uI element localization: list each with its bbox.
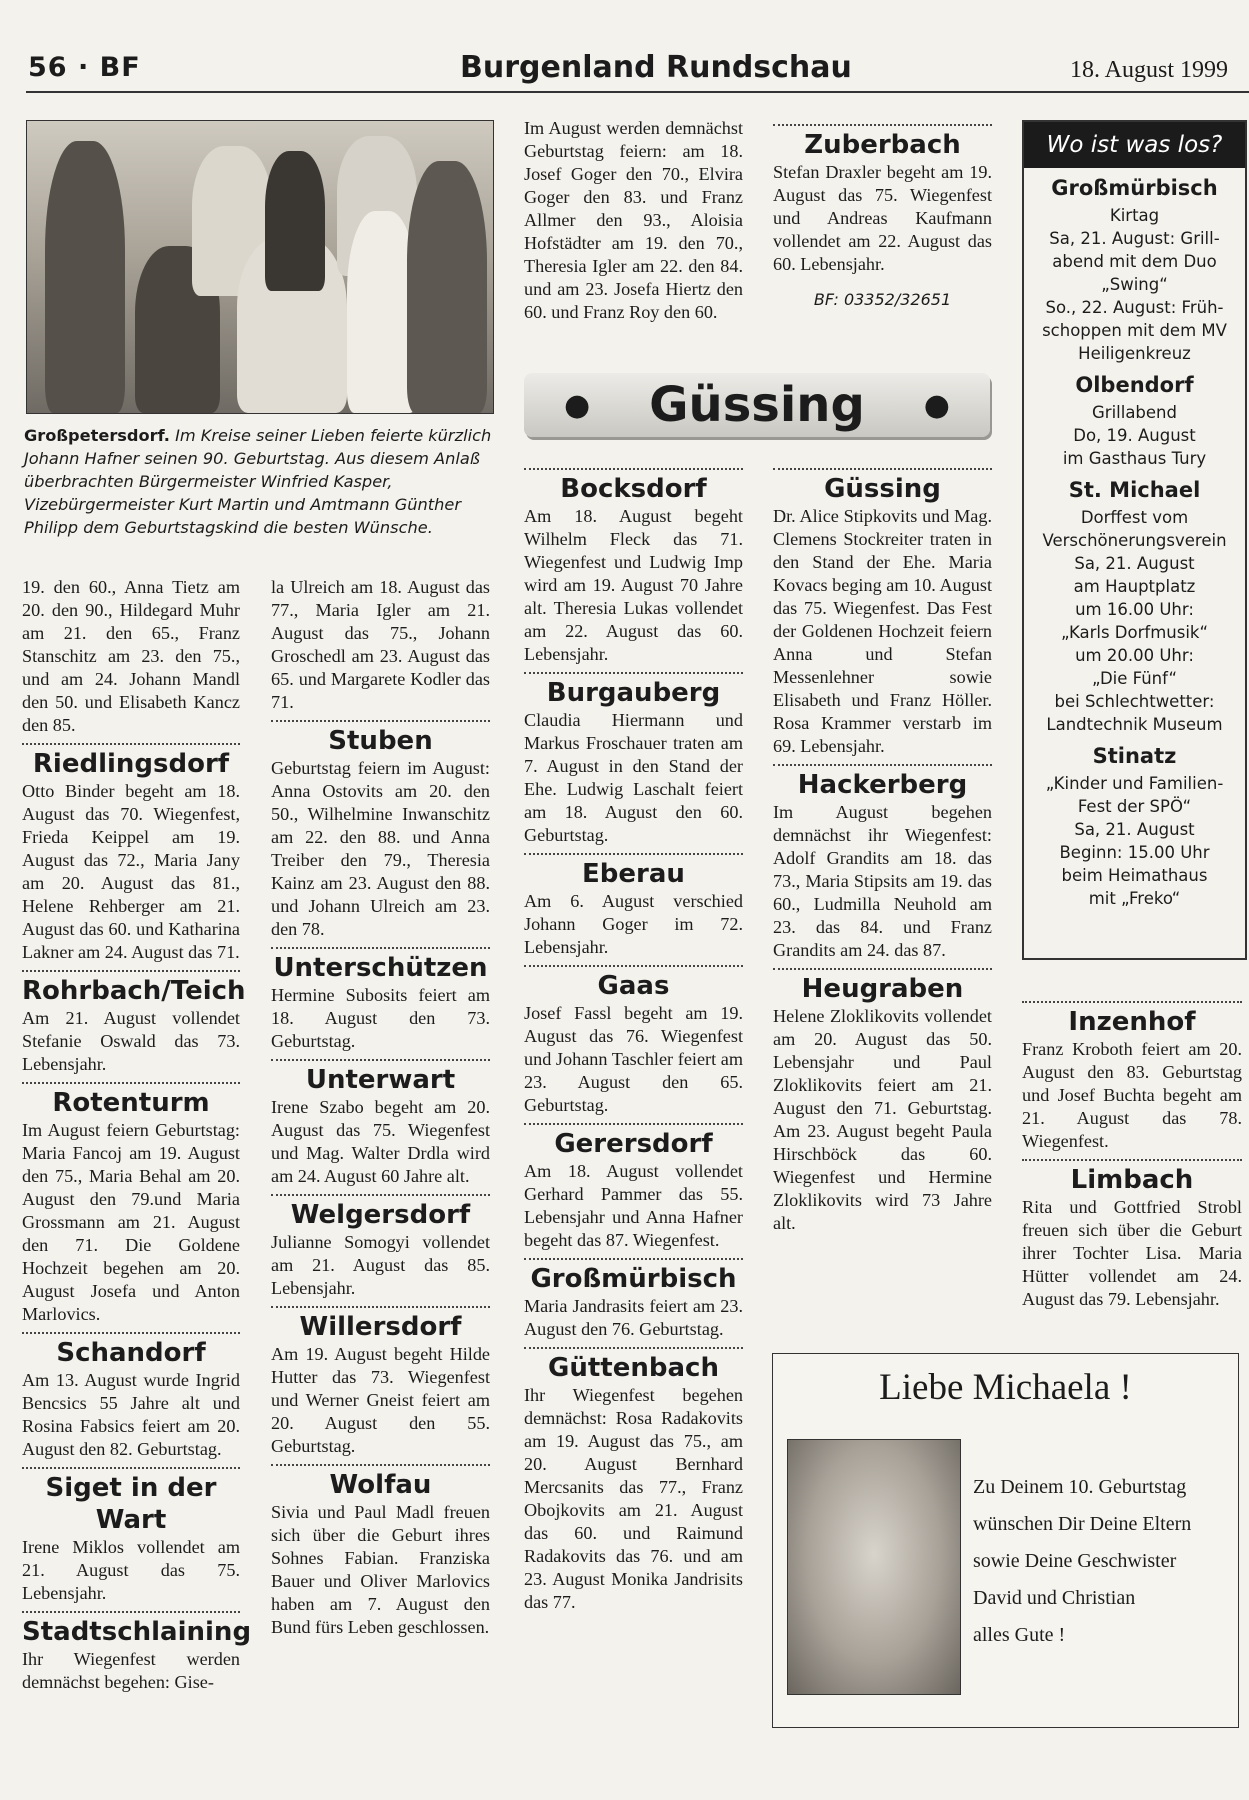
sidebar-section-title: Stinatz — [1092, 744, 1177, 768]
sidebar-section — [1024, 371, 1245, 470]
region-banner — [524, 373, 990, 437]
place-heading: Unterschützen — [271, 947, 490, 984]
ad-title: Liebe Michaela ! — [879, 1367, 1132, 1408]
place-heading: Welgersdorf — [271, 1194, 490, 1231]
article-text: Am 13. August wurde Ingrid Bencsics 55 Jahre alt und Rosina Fabsics feiert am 20. August den 82. Geburtstag. — [22, 1370, 240, 1459]
place-heading: Wolfau — [271, 1464, 490, 1501]
article-text: Dr. Alice Stipkovits und Mag. Clemens Stockreiter traten in den Stand der Ehe. Maria Kovacs beging am 10. August das 75. Wiegenfest. Das Fest der Goldenen Hochzeit feiern Anna und Stefan Messenlehner sowie Elisabeth und Franz Höller. Rosa Krammer verstarb im 69. Lebensjahr. — [773, 506, 992, 756]
place-heading: Siget in der Wart — [22, 1467, 240, 1536]
ad-message — [973, 1469, 1233, 1654]
article-text: Claudia Hiermann und Markus Froschauer traten am 7. August in den Stand der Ehe. Ludwig Laschalt feiert am 18. August den 60. Geburtstag. — [524, 710, 743, 845]
column-1 — [22, 576, 252, 1694]
issue-date: 18. August 1999 — [1070, 57, 1229, 83]
column-5 — [1022, 1001, 1242, 1311]
sidebar-line: im Gasthaus Tury — [1062, 449, 1207, 468]
ad-line: Zu Deinem 10. Geburtstag — [973, 1476, 1187, 1498]
sidebar-line: Sa, 21. August — [1074, 820, 1195, 839]
column-2 — [271, 576, 490, 1639]
article-text: Stefan Draxler begeht am 19. August das 75. Wiegenfest und Andreas Kaufmann vollendet am 22. August das 60. Lebensjahr. — [773, 162, 992, 274]
place-heading: Inzenhof — [1022, 1001, 1242, 1038]
place-heading: Limbach — [1022, 1159, 1242, 1196]
place-heading: Heugraben — [773, 968, 992, 1005]
newspaper-title: Burgenland Rundschau — [460, 50, 852, 85]
column-4-top — [773, 124, 992, 311]
article-text: Am 21. August vollendet Stefanie Oswald das 73. Lebensjahr. — [22, 1008, 240, 1074]
place-heading: Güssing — [773, 468, 992, 505]
article-text: Rita und Gottfried Strobl freuen sich über die Geburt ihrer Tochter Lisa. Maria Hütter vollendet am 24. August das 79. Lebensjahr. — [1022, 1197, 1242, 1309]
photo-caption — [24, 424, 492, 539]
bullet-icon: ● — [564, 387, 591, 423]
sidebar-line: mit „Freko“ — [1088, 889, 1181, 908]
sidebar-line: um 16.00 Uhr: — [1075, 600, 1194, 619]
article-text: Franz Kroboth feiert am 20. August den 83. Geburtstag und Josef Buchta begeht am 21. August das 78. Wiegenfest. — [1022, 1039, 1242, 1151]
sidebar-line: Sa, 21. August: Grill- — [1049, 229, 1220, 248]
place-heading: Hackerberg — [773, 764, 992, 801]
place-heading: Güttenbach — [524, 1347, 743, 1384]
region-title: Güssing — [649, 377, 865, 433]
article-text: la Ulreich am 18. August das 77., Maria Igler am 21. August das 75., Johann Groschedl am 23. August das 65. und Margarete Kodler das 71. — [271, 577, 490, 712]
place-heading: Unterwart — [271, 1059, 490, 1096]
sidebar-line: Verschönerungsverein — [1042, 531, 1227, 550]
sidebar-section-title: Großmürbisch — [1051, 176, 1218, 200]
place-heading: Eberau — [524, 853, 743, 890]
child-photo — [787, 1439, 961, 1695]
place-heading: Burgauberg — [524, 672, 743, 709]
place-heading: Willersdorf — [271, 1306, 490, 1343]
sidebar-header: Wo ist was los? — [1024, 122, 1245, 168]
events-sidebar — [1022, 120, 1247, 960]
column-3-top — [524, 117, 743, 324]
contact-phone: BF: 03352/32651 — [813, 290, 952, 309]
article-text: Helene Zloklikovits vollendet am 20. August das 50. Lebensjahr und Paul Zloklikovits feiert am 21. August den 71. Geburtstag. Am 23. August begeht Paula Hirschböck das 60. Wiegenfest und Hermine Zloklikovits wird 73 Jahre alt. — [773, 1006, 992, 1233]
sidebar-line: abend mit dem Duo — [1052, 252, 1217, 271]
ad-line: David und Christian — [973, 1587, 1136, 1609]
article-text: Irene Miklos vollendet am 21. August das 75. Lebensjahr. — [22, 1537, 240, 1603]
sidebar-line: Do, 19. August — [1073, 426, 1196, 445]
sidebar-section — [1024, 174, 1245, 365]
article-text: Irene Szabo begeht am 20. August das 75. Wiegenfest und Mag. Walter Drdla wird am 24. August 60 Jahre alt. — [271, 1097, 490, 1186]
caption-place: Großpetersdorf. — [24, 426, 170, 445]
sidebar-line: um 20.00 Uhr: — [1075, 646, 1194, 665]
sidebar-line: Beginn: 15.00 Uhr — [1059, 843, 1210, 862]
caption-text: Im Kreise seiner Lieben feierte kürzlich Johann Hafner seinen 90. Geburtstag. Aus diesem Anlaß überbrachten Bürgermeister Winfried Kasper, Vizebürgermeister Kurt Martin und Amtmann Günther Philipp dem Geburtstagskind die besten Wünsche. — [24, 426, 492, 537]
article-text: Im August begehen demnächst ihr Wiegenfest: Adolf Grandits am 18. das 73., Maria Stipsits am 19. das 60., Ludmilla Neuhold am 23. das 84. und Franz Grandits am 24. das 87. — [773, 802, 992, 960]
sidebar-line: Sa, 21. August — [1074, 554, 1195, 573]
sidebar-line: So., 22. August: Früh- — [1045, 298, 1224, 317]
article-text: Im August werden demnächst Geburtstag feiern: am 18. Josef Goger den 70., Elvira Goger den 83. und Franz Allmer den 93., Aloisia Hofstädter am 19. den 70., Theresia Igler am 22. den 84. und am 23. Josefa Hiertz den 60. und Franz Roy den 60. — [524, 118, 743, 322]
place-heading: Riedlingsdorf — [22, 743, 240, 780]
birthday-ad — [772, 1353, 1239, 1728]
sidebar-line: schoppen mit dem MV — [1042, 321, 1227, 340]
article-text: Otto Binder begeht am 18. August das 70. Wiegenfest, Frieda Keippel am 19. August das 72., Maria Jany am 20. August das 81., Helene Rehberger am 21. August das 60. und Katharina Lakner am 24. August das 71. — [22, 781, 240, 962]
place-heading: Stadtschlaining — [22, 1611, 240, 1648]
place-heading: Rohrbach/Teich — [22, 970, 240, 1007]
place-heading: Schandorf — [22, 1332, 240, 1369]
sidebar-line: Kirtag — [1109, 206, 1160, 225]
sidebar-section-title: Olbendorf — [1075, 373, 1194, 397]
sidebar-section — [1024, 742, 1245, 910]
article-text: Sivia und Paul Madl freuen sich über die Geburt ihres Sohnes Fabian. Franziska Bauer und Oliver Marlovics haben am 7. August den Bund fürs Leben geschlossen. — [271, 1502, 490, 1637]
article-text: Am 18. August begeht Wilhelm Fleck das 71. Wiegenfest und Ludwig Imp wird am 19. August 70 Jahre alt. Theresia Lukas vollendet am 22. August das 60. Lebensjahr. — [524, 506, 743, 664]
sidebar-line: Landtechnik Museum — [1046, 715, 1223, 734]
sidebar-line: „Kinder und Familien- — [1045, 774, 1224, 793]
group-photo — [26, 120, 494, 414]
sidebar-line: bei Schlechtwetter: — [1054, 692, 1215, 711]
sidebar-line: Dorffest vom — [1080, 508, 1189, 527]
sidebar-line: „Swing“ — [1101, 275, 1168, 294]
article-text: Hermine Subosits feiert am 18. August den 73. Geburtstag. — [271, 985, 490, 1051]
article-text: Am 19. August begeht Hilde Hutter das 73. Wiegenfest und Werner Gneist feiert am 20. August den 55. Geburtstag. — [271, 1344, 490, 1456]
place-heading: Zuberbach — [773, 124, 992, 161]
sidebar-line: Grillabend — [1092, 403, 1177, 422]
sidebar-line: „Karls Dorfmusik“ — [1060, 623, 1209, 642]
sidebar-section — [1024, 476, 1245, 736]
sidebar-line: beim Heimathaus — [1061, 866, 1208, 885]
bullet-icon: ● — [923, 387, 950, 423]
place-heading: Rotenturm — [22, 1082, 240, 1119]
sidebar-line: Heiligenkreuz — [1078, 344, 1191, 363]
sidebar-line: am Hauptplatz — [1073, 577, 1196, 596]
place-heading: Gaas — [524, 965, 743, 1002]
page-number: 56 · BF — [28, 52, 141, 83]
sidebar-line: „Die Fünf“ — [1091, 669, 1178, 688]
article-text: Maria Jandrasits feiert am 23. August den 76. Geburtstag. — [524, 1296, 743, 1339]
article-text: 19. den 60., Anna Tietz am 20. den 90., Hildegard Muhr am 21. den 65., Franz Stanschitz am 23. den 75., und am 24. Johann Mandl den 50. und Elisabeth Kancz den 85. — [22, 577, 240, 735]
sidebar-line: Fest der SPÖ“ — [1077, 797, 1192, 816]
place-heading: Stuben — [271, 720, 490, 757]
place-heading: Bocksdorf — [524, 468, 743, 505]
article-text: Julianne Somogyi vollendet am 21. August das 85. Lebensjahr. — [271, 1232, 490, 1298]
article-text: Ihr Wiegenfest begehen demnächst: Rosa Radakovits am 19. August das 75., am 20. August Bernhard Mercsanits das 77., Franz Obojkovits am 21. August das 60. und Raimund Radakovits das 76. und am 23. August Monika Jandrisits das 77. — [524, 1385, 743, 1612]
sidebar-section-title: St. Michael — [1068, 478, 1201, 502]
ad-line: sowie Deine Geschwister — [973, 1550, 1177, 1572]
article-text: Ihr Wiegenfest werden demnächst begehen: Gise- — [22, 1649, 240, 1692]
place-heading: Großmürbisch — [524, 1258, 743, 1295]
masthead-rule — [26, 91, 1249, 93]
article-text: Im August feiern Geburtstag: Maria Fancoj am 19. August den 75., Maria Behal am 20. August den 79.und Maria Grossmann am 21. August den 71. Die Goldene Hochzeit begehen am 20. August Josefa und Anton Marlovics. — [22, 1120, 240, 1324]
article-text: Josef Fassl begeht am 19. August das 76. Wiegenfest und Johann Taschler feiert am 23. August den 65. Geburtstag. — [524, 1003, 743, 1115]
ad-line: alles Gute ! — [973, 1624, 1066, 1646]
ad-line: wünschen Dir Deine Eltern — [973, 1513, 1192, 1535]
article-text: Am 18. August vollendet Gerhard Pammer das 55. Lebensjahr und Anna Hafner begeht das 87. Wiegenfest. — [524, 1161, 743, 1250]
column-3 — [524, 468, 743, 1614]
article-text: Am 6. August verschied Johann Goger im 72. Lebensjahr. — [524, 891, 743, 957]
column-4 — [773, 468, 992, 1235]
article-text: Geburtstag feiern im August: Anna Ostovits am 20. den 50., Wilhelmine Inwanschitz am 22. den 88. und Anna Treiber den 79., Theresia Kainz am 23. August den 88. und Johann Ulreich am 23. den 78. — [271, 758, 490, 939]
place-heading: Gerersdorf — [524, 1123, 743, 1160]
